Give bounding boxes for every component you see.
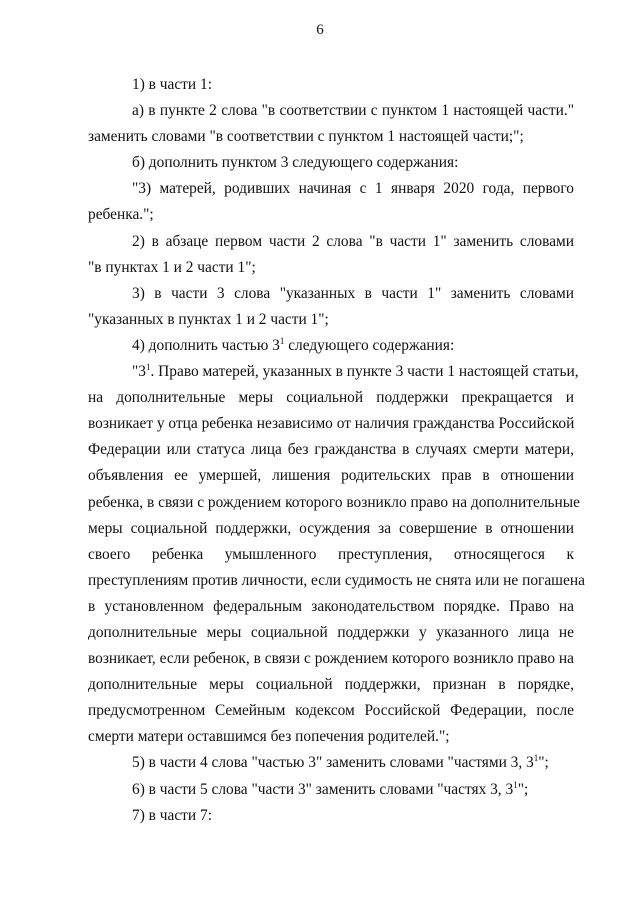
text-segment: "; (517, 780, 529, 798)
paragraph-line: преступлениям против личности, если судимость не снята или не погашена (88, 571, 585, 589)
paragraph-line: а) в пункте 2 слова "в соответствии с пунктом 1 настоящей части." (132, 102, 574, 120)
paragraph-line: предусмотренном Семейным кодексом Российской Федерации, после (88, 702, 574, 720)
paragraph-line: 1) в части 1: (132, 76, 212, 93)
paragraph-line: меры социальной поддержки, осуждения за совершение в отношении (88, 519, 574, 537)
paragraph-line: "3) матерей, родивших начиная с 1 января 2020 года, первого (132, 180, 574, 198)
superscript: 1 (533, 753, 539, 764)
paragraph-line: "в пунктах 1 и 2 части 1"; (88, 258, 256, 276)
paragraph-line: "указанных в пунктах 1 и 2 части 1"; (88, 310, 329, 328)
paragraph-line (88, 333, 574, 359)
paragraph-line: ребенка, в связи с рождением которого возникло право на дополнительные (88, 493, 580, 511)
superscript: 1 (279, 335, 285, 346)
text-segment: 4) дополнить частью 3 (132, 336, 280, 354)
paragraph-line: 7) в части 7: (132, 806, 212, 824)
text-segment: следующего содержания: (284, 336, 455, 354)
paragraph-line: ребенка."; (88, 206, 154, 224)
paragraph-line: возникает у отца ребенка независимо от наличия гражданства Российской (88, 415, 575, 433)
superscript: 1 (145, 362, 151, 373)
paragraph-line: на дополнительные меры социальной поддержки прекращается и (88, 389, 574, 407)
paragraph-line: 2) в абзаце первом части 2 слова "в части 1" заменить словами (132, 232, 574, 250)
paragraph-line: в установленном федеральным законодательством порядке. Право на (88, 597, 574, 615)
paragraph-line (88, 750, 574, 776)
paragraph-line: смерти матери оставшимся без попечения родителей."; (88, 728, 450, 746)
paragraph-line: объявления ее умершей, лишения родительских прав в отношении (88, 467, 574, 485)
paragraph-line: возникает, если ребенок, в связи с рождением которого возникло право на (88, 650, 574, 668)
text-segment: "3 (132, 363, 146, 381)
paragraph-line: дополнительные меры социальной поддержки у указанного лица не (88, 623, 574, 641)
text-segment: 5) в части 4 слова "частью 3" заменить словами "частями 3, 3 (132, 754, 534, 772)
text-segment: 6) в части 5 слова "части 3" заменить словами "частях 3, 3 (132, 780, 514, 798)
paragraph-line: б) дополнить пунктом 3 следующего содержания: (132, 154, 459, 172)
superscript: 1 (513, 779, 518, 790)
paragraph-line: Федерации или статуса лица без гражданства в случаях смерти матери, (88, 441, 574, 459)
text-segment: . Право матерей, указанных в пункте 3 части 1 настоящей статьи, (150, 363, 579, 381)
text-segment: "; (538, 754, 549, 772)
paragraph-line: заменить словами "в соответствии с пунктом 1 настоящей части;"; (88, 128, 524, 146)
paragraph-line (88, 359, 579, 385)
paragraph-line: своего ребенка умышленного преступления, относящегося к (88, 545, 574, 563)
paragraph-line (88, 777, 574, 803)
paragraph-line: 3) в части 3 слова "указанных в части 1" заменить словами (132, 284, 574, 302)
page-number: 6 (316, 22, 324, 38)
paragraph-line: дополнительные меры социальной поддержки, признан в порядке, (88, 676, 574, 694)
document-body (88, 72, 585, 829)
